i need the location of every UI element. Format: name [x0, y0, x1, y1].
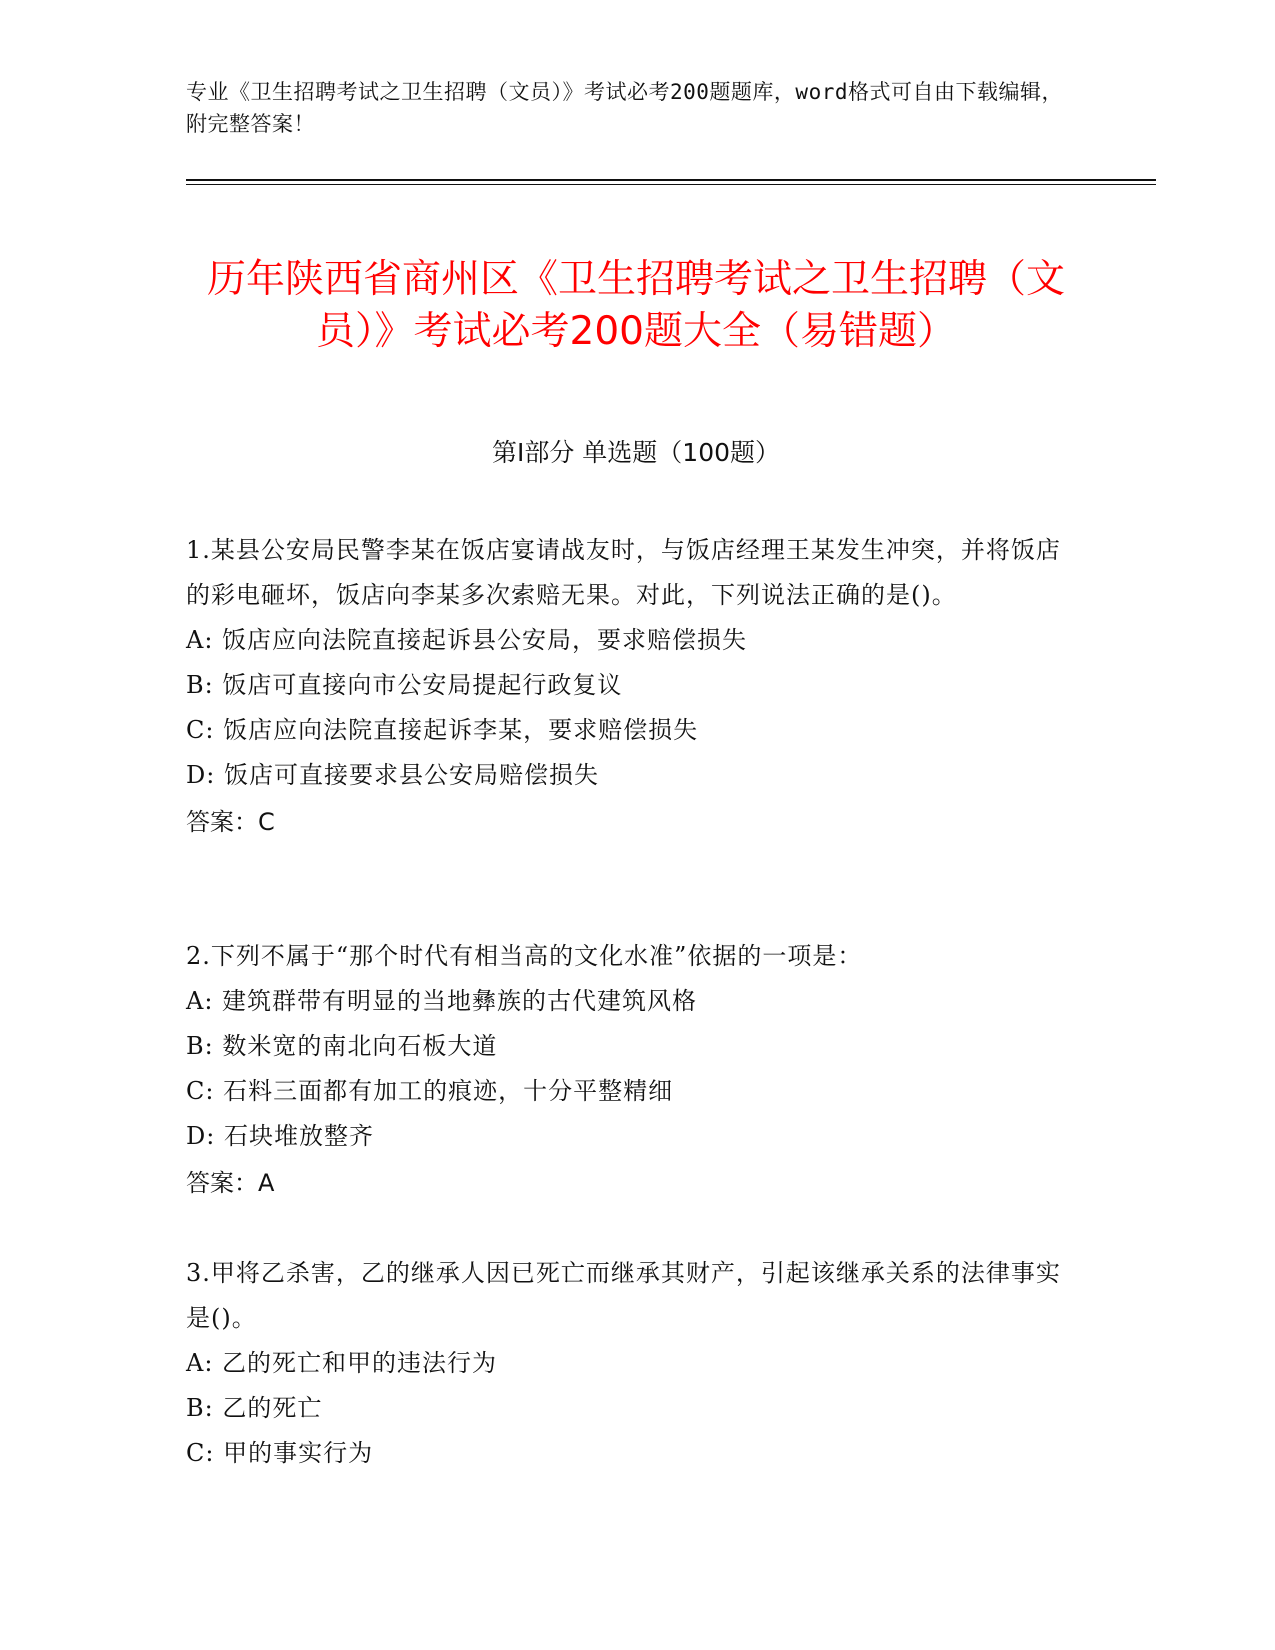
answer-text: 答案：A	[186, 1169, 275, 1197]
option-a: A: 饭店应向法院直接起诉县公安局，要求赔偿损失	[186, 626, 748, 654]
question-stem: 1.某县公安局民警李某在饭店宴请战友时，与饭店经理王某发生冲突，并将饭店的彩电砸坏，饭店向李某多次索赔无果。对此，下列说法正确的是()。	[186, 536, 1061, 609]
option-c: C: 饭店应向法院直接起诉李某，要求赔偿损失	[186, 716, 699, 744]
option-a: A: 建筑群带有明显的当地彝族的古代建筑风格	[186, 987, 698, 1015]
intro-text: 专业《卫生招聘考试之卫生招聘（文员）》考试必考200题题库，word格式可自由下载编辑，附完整答案！	[186, 80, 1063, 136]
question-stem: 3.甲将乙杀害，乙的继承人因已死亡而继承其财产，引起该继承关系的法律事实是()。	[186, 1259, 1061, 1332]
option-b: B: 乙的死亡	[186, 1394, 323, 1422]
header-divider-thick	[186, 179, 1156, 181]
question-stem: 2.下列不属于“那个时代有相当高的文化水准”依据的一项是：	[186, 942, 863, 970]
document-title: 历年陕西省商州区《卫生招聘考试之卫生招聘（文员）》考试必考200题大全（易错题）	[206, 257, 1065, 355]
option-b: B: 饭店可直接向市公安局提起行政复议	[186, 671, 623, 699]
answer-text: 答案：C	[186, 808, 275, 836]
option-d: D: 饭店可直接要求县公安局赔偿损失	[186, 761, 599, 789]
header-divider-thin	[186, 184, 1156, 185]
option-c: C: 石料三面都有加工的痕迹，十分平整精细	[186, 1077, 674, 1105]
question-3	[186, 1251, 1066, 1476]
option-a: A: 乙的死亡和甲的违法行为	[186, 1349, 498, 1377]
option-d: D: 石块堆放整齐	[186, 1122, 374, 1150]
section-heading: 第I部分 单选题（100题）	[491, 438, 781, 467]
option-c: C: 甲的事实行为	[186, 1439, 374, 1467]
question-2	[186, 934, 1066, 1206]
option-b: B: 数米宽的南北向石板大道	[186, 1032, 498, 1060]
question-1	[186, 528, 1066, 845]
